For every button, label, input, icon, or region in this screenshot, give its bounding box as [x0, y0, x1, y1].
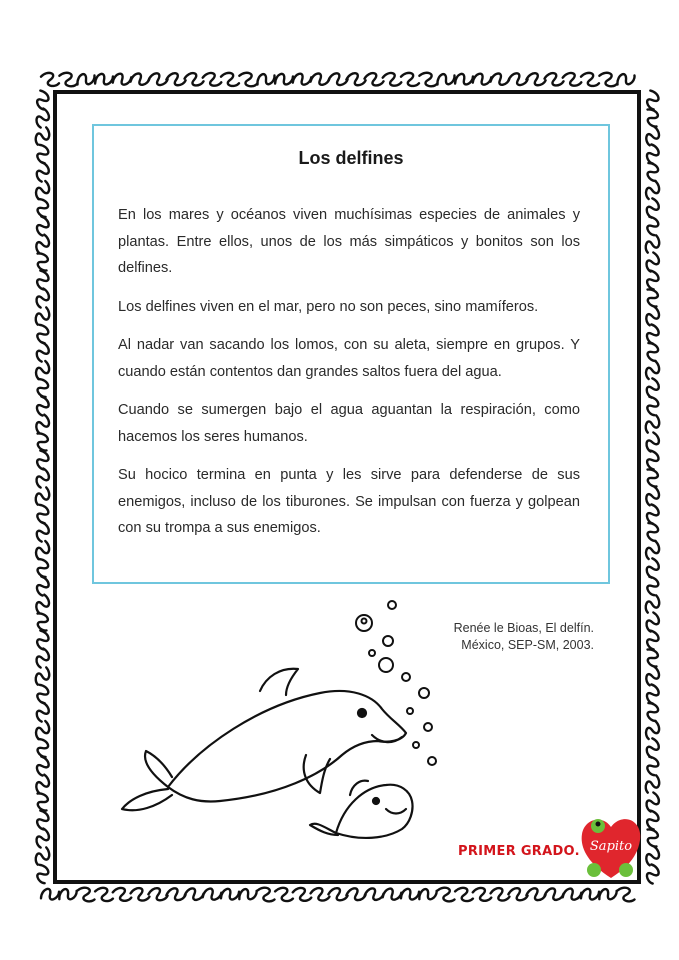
- svg-text:Sapito: Sapito: [589, 839, 633, 854]
- paragraph: Al nadar van sacando los lomos, con su aleta, siempre en grupos. Y cuando están contentos dan grandes saltos fuera del agua.: [118, 337, 580, 380]
- dolphin-illustration: [110, 595, 450, 855]
- citation: [454, 620, 594, 654]
- paragraph: Su hocico termina en punta y les sirve para defenderse de sus enemigos, incluso de los tiburones. Se impulsan con fuerza y golpean con su trompa a sus enemigos.: [118, 467, 580, 536]
- page-title: Los delfines: [298, 148, 404, 168]
- paragraph: En los mares y océanos viven muchísimas especies de animales y plantas. Entre ellos, unos de los más simpáticos y bonitos son los delfines.: [118, 207, 580, 276]
- reading-body: [118, 202, 580, 554]
- paragraph: Cuando se sumergen bajo el agua aguantan la respiración, como hacemos los seres humanos.: [118, 402, 580, 445]
- citation-line: Renée le Bioas, El delfín.: [453, 621, 594, 635]
- paragraph: Los delfines viven en el mar, pero no son peces, sino mamíferos.: [118, 298, 539, 315]
- frog-heart-logo: [578, 812, 644, 882]
- citation-line: México, SEP-SM, 2003.: [461, 638, 594, 652]
- reading-text-box: [92, 124, 610, 584]
- grade-label: PRIMER GRADO.: [458, 844, 580, 859]
